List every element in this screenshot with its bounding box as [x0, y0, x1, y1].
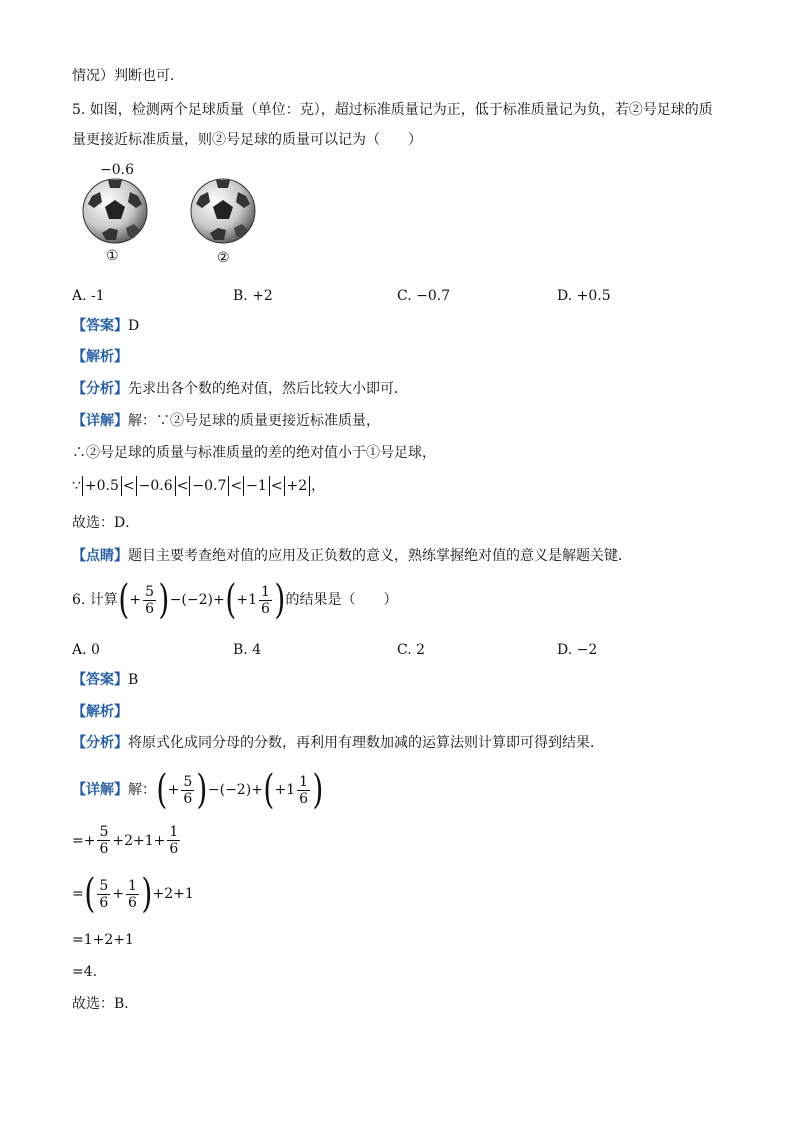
minus-sign: −	[169, 592, 182, 608]
q6-prefix: 6. 计算	[72, 592, 118, 608]
q6-step3: =1+2+1	[72, 932, 134, 948]
answer-tag: 【答案】	[72, 672, 128, 688]
numerator: 1	[260, 583, 270, 600]
plus-sign: +	[112, 886, 124, 902]
paren-close: )	[141, 871, 153, 917]
step2-b: +2+1	[152, 886, 194, 902]
fraction	[167, 824, 180, 857]
q5-option-b: B. +2	[233, 288, 273, 304]
fenxi-tag: 【分析】	[72, 735, 128, 751]
paren-open: (	[263, 767, 275, 813]
q6-choose: 故选：B．	[72, 996, 139, 1012]
fraction	[181, 774, 194, 807]
q5-option-c: C. −0.7	[397, 288, 451, 304]
fraction	[143, 584, 156, 617]
q5-option-a: A. -1	[72, 288, 105, 304]
numerator: 5	[99, 824, 109, 840]
denominator: 6	[299, 790, 309, 807]
continuation-text: 情况）判断也可．	[72, 68, 184, 84]
plus-sign: +	[212, 592, 225, 608]
plus-sign: +	[251, 782, 263, 798]
lt-symbol: <	[230, 478, 243, 494]
paren-close: )	[158, 577, 170, 623]
numerator: 5	[145, 583, 155, 600]
detail-line1: 解：∵②号足球的质量更接近标准质量，	[128, 413, 380, 429]
q6-suffix: 的结果是（ ）	[285, 592, 398, 608]
soccer-ball-2-icon	[190, 178, 256, 244]
q6-answer-row	[72, 670, 138, 690]
fenxi-text: 先求出各个数的绝对值，然后比较大小即可．	[128, 381, 408, 397]
numerator: 1	[169, 824, 179, 840]
soccer-ball-1-icon	[82, 178, 148, 244]
fenxi-tag: 【分析】	[72, 381, 128, 397]
step1-a: =+	[72, 832, 96, 849]
q5-stem-line1: 5. 如图，检测两个足球质量（单位：克），超过标准质量记为正，低于标准质量记为负，若②号足球的质	[72, 102, 713, 118]
whole-part: 1	[248, 592, 257, 608]
dianjing-tag: 【点睛】	[72, 548, 128, 564]
q5-detail-row	[72, 411, 380, 431]
q5-analysis-row	[72, 347, 128, 367]
plus-sign: +	[129, 592, 142, 608]
paren-open: (	[118, 577, 130, 623]
q6-option-c: C. 2	[397, 642, 426, 658]
numerator: 1	[299, 773, 309, 790]
q6-detail-row	[72, 767, 324, 813]
lt-symbol: <	[270, 478, 283, 494]
step1-b: +2+1+	[112, 832, 166, 849]
q5-choose: 故选：D．	[72, 515, 140, 531]
q5-abs-compare	[72, 476, 325, 496]
denominator: 6	[260, 600, 270, 617]
ball1-label: −0.6	[100, 162, 134, 178]
denominator: 6	[169, 841, 179, 857]
plus-sign: +	[236, 592, 249, 608]
fraction	[297, 774, 310, 807]
comma: ，	[311, 478, 326, 494]
q6-stem	[72, 577, 398, 623]
plus-sign: +	[167, 782, 180, 798]
paren-open: (	[156, 767, 168, 813]
answer-value: B	[128, 672, 139, 688]
whole-part: 1	[286, 782, 296, 798]
detail-tag: 【详解】	[72, 413, 128, 429]
paren-open: (	[84, 871, 96, 917]
numerator: 5	[183, 773, 193, 790]
abs-value: −1	[243, 476, 270, 496]
numerator: 1	[128, 877, 137, 894]
denominator: 6	[183, 790, 193, 807]
lt-symbol: <	[122, 478, 135, 494]
neg-two: (−2)	[181, 592, 213, 608]
q6-fenxi-row	[72, 733, 604, 753]
fraction	[126, 878, 139, 911]
analysis-tag: 【解析】	[72, 704, 128, 720]
jie-text: 解：	[128, 782, 156, 798]
lt-symbol: <	[176, 478, 189, 494]
abs-value: −0.6	[136, 476, 176, 496]
q5-dianjing-row	[72, 546, 632, 566]
q6-option-b: B. 4	[233, 642, 262, 658]
q5-answer-row	[72, 316, 139, 336]
ball1-caption: ①	[106, 248, 119, 264]
plus-sign: +	[274, 782, 287, 798]
abs-value: +0.5	[82, 476, 122, 496]
numerator: 5	[99, 877, 109, 894]
q6-analysis-row	[72, 702, 128, 722]
analysis-tag: 【解析】	[72, 349, 128, 365]
paren-open: (	[225, 577, 236, 623]
denominator: 6	[99, 841, 109, 857]
fraction	[97, 824, 110, 857]
denominator: 6	[99, 894, 109, 911]
fraction	[97, 878, 110, 911]
paren-close: )	[274, 577, 286, 623]
dianjing-text: 题目主要考查绝对值的应用及正负数的意义，熟练掌握绝对值的意义是解题关键．	[128, 548, 632, 564]
q6-option-a: A. 0	[72, 642, 100, 658]
q6-step2	[72, 871, 194, 917]
neg-two: (−2)	[219, 782, 252, 798]
q5-stem-line2: 量更接近标准质量，则②号足球的质量可以记为（ ）	[72, 132, 422, 148]
step2-a: =	[72, 886, 84, 902]
q6-step1	[72, 824, 182, 857]
because-symbol: ∵	[72, 478, 81, 494]
q5-detail-line2: ∴②号足球的质量与标准质量的差的绝对值小于①号足球，	[72, 445, 436, 461]
fenxi-text: 将原式化成同分母的分数，再利用有理数加减的运算法则计算即可得到结果．	[128, 735, 604, 751]
ball2-caption: ②	[217, 250, 230, 266]
fraction	[259, 584, 272, 617]
abs-value: +2	[284, 476, 311, 496]
q5-fenxi-row	[72, 379, 408, 399]
detail-tag: 【详解】	[72, 782, 128, 798]
paren-close: )	[312, 767, 324, 813]
denominator: 6	[128, 894, 137, 911]
minus-sign: −	[207, 782, 220, 798]
paren-close: )	[196, 767, 208, 813]
denominator: 6	[145, 600, 155, 617]
q6-step4: =4．	[72, 964, 107, 980]
q5-option-d: D. +0.5	[557, 288, 611, 304]
answer-tag: 【答案】	[72, 318, 128, 334]
answer-value: D	[128, 318, 140, 334]
q6-option-d: D. −2	[557, 642, 598, 658]
abs-value: −0.7	[189, 476, 229, 496]
